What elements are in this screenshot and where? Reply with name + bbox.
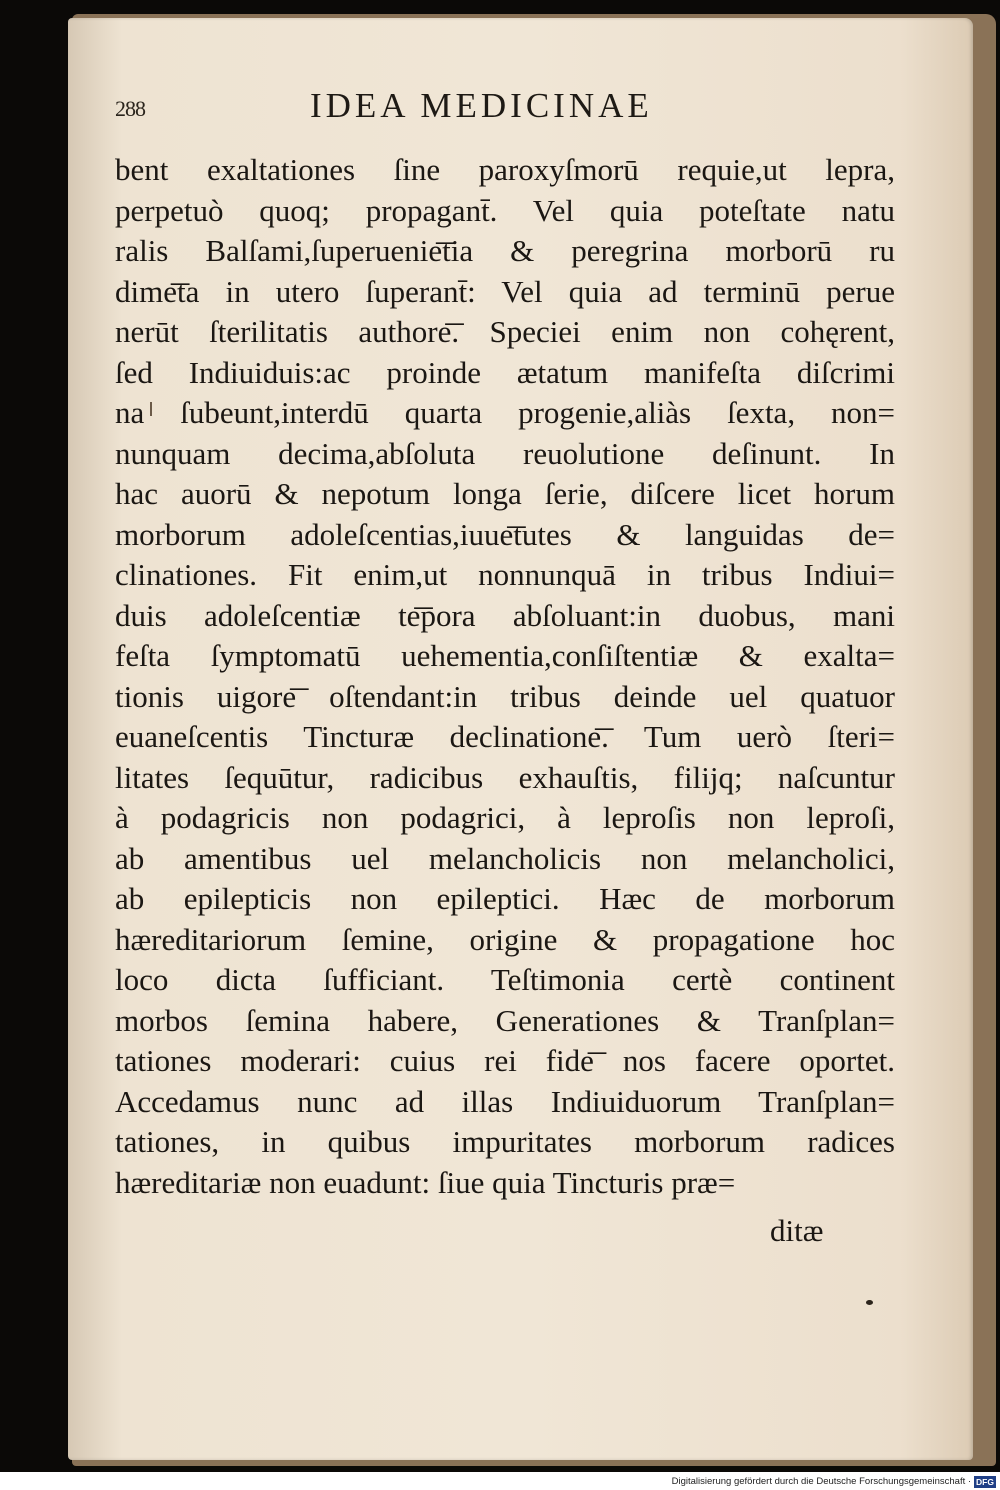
- text-line: bent exaltationes ſine paroxyſmorū requie,ut lepra,: [115, 152, 895, 187]
- text-line: nerūt ſterilitatis authore͞. Speciei enim non cohęrent,: [115, 314, 895, 349]
- text-line: hæreditariorum ſemine, origine & propagatione hoc: [115, 921, 895, 957]
- text-line: loco dicta ſufficiant. Teſtimonia certè continent: [115, 962, 895, 997]
- text-line: ab amentibus uel melancholicis non melancholici,: [115, 840, 895, 876]
- credit-text: Digitalisierung gefördert durch die Deutsche Forschungsgemeinschaft ·: [671, 1476, 972, 1487]
- page-number: 288: [115, 96, 145, 121]
- digitization-credit: [600, 1473, 996, 1490]
- text-line: hac auorū & nepotum longa ſerie, diſcere licet horum: [115, 476, 895, 511]
- text-line: hæreditariæ non euadunt: ſiue quia Tincturis præ=: [115, 1164, 736, 1200]
- text-line: na ſubeunt,interdū quarta progenie,aliàs ſexta, non=: [115, 395, 895, 430]
- text-line: euaneſcentis Tincturæ declinatione͞. Tum uerò ſteri=: [115, 719, 895, 754]
- dfg-logo-icon: DFG: [976, 1476, 994, 1487]
- page-header: [115, 84, 905, 144]
- text-line: perpetuò quoq; propagant̄. Vel quia poteſtate natu: [115, 192, 895, 228]
- text-line: duis adoleſcentiæ te͞pora abſoluant:in duobus, mani: [115, 597, 895, 633]
- text-line: litates ſequūtur, radicibus exhauſtis, filijq; naſcuntur: [115, 759, 895, 795]
- text-line: dime͞ta in utero ſuperant̄: Vel quia ad terminū perue: [115, 273, 895, 309]
- text-line: morbos ſemina habere, Generationes & Tranſplan=: [115, 1002, 895, 1038]
- ink-speck: [866, 1300, 873, 1305]
- text-line: à podagricis non podagrici, à leproſis non leproſi,: [115, 800, 895, 835]
- text-block: [115, 150, 895, 1203]
- catchword: ditæ: [770, 1213, 824, 1248]
- text-line: morborum adoleſcentias,iuue͞tutes & languidas de=: [115, 516, 895, 552]
- text-line: feſta ſymptomatū uehementia,conſiſtentiæ & exalta=: [115, 638, 895, 673]
- text-line: tionis uigore͞ oſtendant:in tribus deinde uel quatuor: [115, 678, 895, 714]
- text-line: ralis Balſami,ſuperuenie͞tia & peregrina morborū ru: [115, 233, 895, 268]
- text-line: Accedamus nunc ad illas Indiuiduorum Tranſplan=: [115, 1083, 895, 1119]
- text-line: tationes moderari: cuius rei fide͞ nos facere oportet.: [115, 1043, 895, 1078]
- text-line: ſed Indiuiduis:ac proinde ætatum manifeſta diſcrimi: [115, 354, 895, 390]
- running-title: IDEA MEDICINAE: [310, 86, 653, 125]
- text-line: tationes, in quibus impuritates morborum radices: [115, 1124, 895, 1159]
- text-line: ab epilepticis non epileptici. Hæc de morborum: [115, 881, 895, 916]
- text-line: nunquam decima,abſoluta reuolutione deſinunt. In: [115, 435, 895, 471]
- text-line: clinationes. Fit enim,ut nonnunquā in tribus Indiui=: [115, 557, 895, 592]
